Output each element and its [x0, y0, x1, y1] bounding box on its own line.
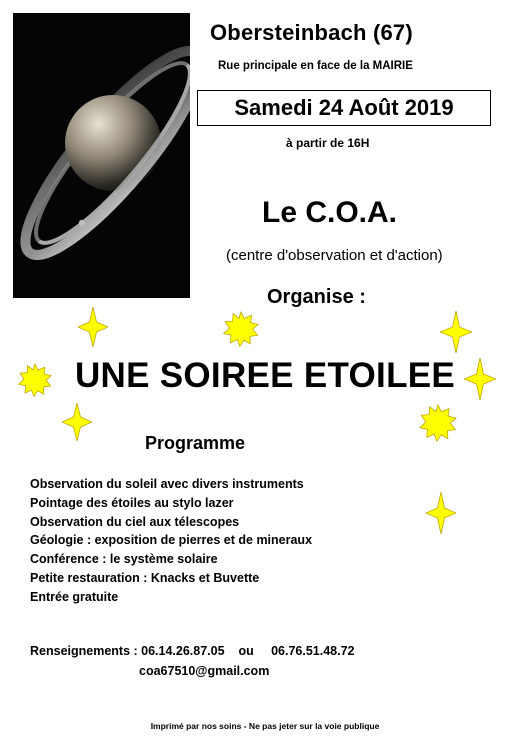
- star-icon: [78, 307, 108, 347]
- saturn-image: [13, 13, 190, 298]
- contact-phones: Renseignements : 06.14.26.87.05 ou 06.76.51.48.72: [30, 644, 355, 658]
- event-date: Samedi 24 Août 2019: [197, 90, 491, 126]
- organizer-name: Le C.O.A.: [262, 196, 398, 229]
- address-line: Rue principale en face de la MAIRIE: [218, 60, 413, 72]
- event-headline: UNE SOIREE ETOILEE: [74, 356, 456, 395]
- program-item: Observation du soleil avec divers instruments: [30, 477, 304, 491]
- program-item: Petite restauration : Knacks et Buvette: [30, 570, 260, 585]
- program-item: Conférence : le système solaire: [30, 552, 218, 567]
- program-item: Entrée gratuite: [30, 589, 119, 604]
- footer-note: Imprimé par nos soins - Ne pas jeter sur la voie publique: [150, 721, 380, 731]
- star-icon: [62, 403, 92, 441]
- program-list: [30, 475, 312, 607]
- program-item: Pointage des étoiles au stylo lazer: [30, 495, 234, 510]
- start-time: à partir de 16H: [286, 136, 370, 150]
- program-item: Géologie : exposition de pierres et de mineraux: [30, 533, 313, 548]
- contact-email: coa67510@gmail.com: [139, 664, 270, 678]
- program-item: Observation du ciel aux télescopes: [30, 514, 240, 529]
- program-title: Programme: [145, 433, 246, 453]
- organizer-subtitle: (centre d'observation et d'action): [226, 247, 443, 264]
- sun-star-icon: [222, 311, 260, 349]
- star-icon: [426, 492, 456, 534]
- star-icon: [440, 311, 472, 353]
- sun-star-icon: [418, 404, 458, 444]
- organise-label: Organise :: [267, 286, 366, 308]
- town-title: Obersteinbach (67): [210, 20, 413, 45]
